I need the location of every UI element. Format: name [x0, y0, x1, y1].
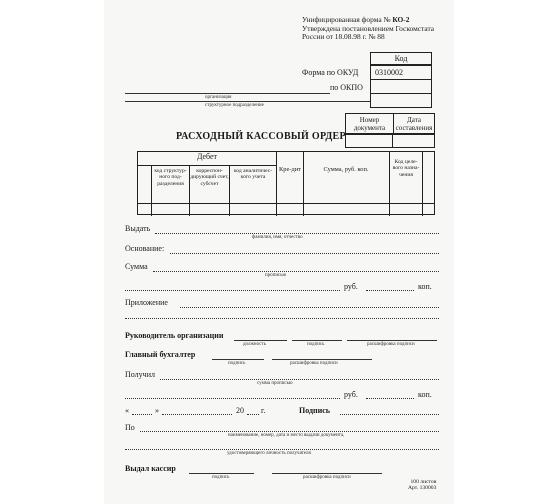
id-document-line-2[interactable]	[125, 449, 439, 450]
organization-caption: организация	[205, 95, 232, 100]
date-month-line[interactable]	[162, 414, 232, 415]
okud-code-value: 0310002	[375, 68, 403, 77]
received-kop-label: коп.	[418, 390, 432, 399]
manager-name-caption: расшифровка подписи	[367, 342, 415, 347]
doc-number-header	[345, 113, 435, 134]
doc-number-label: Номер документа	[353, 116, 386, 132]
cashier-signature-line[interactable]	[189, 473, 254, 474]
accountant-signature-line[interactable]	[212, 359, 264, 360]
attachment-line-2[interactable]	[125, 318, 439, 319]
per-document-label: По	[125, 423, 135, 432]
code-header-label: Код	[394, 54, 408, 63]
chief-accountant-label: Главный бухгалтер	[125, 350, 196, 359]
recipient-name-line[interactable]	[155, 233, 439, 234]
okud-code-cell	[370, 65, 432, 80]
unit-code-cell[interactable]	[370, 93, 432, 108]
manager-name-line[interactable]	[347, 340, 437, 341]
basis-line[interactable]	[170, 253, 439, 254]
basis-label: Основание:	[125, 244, 165, 253]
structural-unit-caption: структурное подразделение	[205, 103, 264, 108]
received-rub-label: руб.	[344, 390, 358, 399]
received-amount-line[interactable]	[160, 379, 439, 380]
accounting-table	[137, 151, 435, 215]
received-kop-line[interactable]	[366, 398, 414, 399]
organization-line[interactable]	[125, 93, 330, 94]
manager-position-caption: должность	[243, 342, 266, 347]
id-document-caption-2: удостоверяющего личность получателя	[227, 451, 311, 456]
unit-code-value-cell[interactable]	[152, 204, 189, 215]
year-suffix: г.	[261, 406, 266, 415]
analytic-code-value-cell[interactable]	[230, 204, 276, 215]
kredit-header: Кре-дит	[279, 166, 301, 173]
okud-label: Форма по ОКУД	[302, 68, 359, 77]
header-line-2: Утверждена постановлением Госкомстата	[302, 23, 435, 33]
year-line[interactable]	[247, 414, 259, 415]
debet-header: Дебет	[196, 152, 218, 161]
cashier-name-caption: расшифровка подписи	[303, 475, 351, 480]
amount-words-line-2[interactable]	[125, 290, 340, 291]
amount-value-cell[interactable]	[304, 204, 389, 215]
cashier-label: Выдал кассир	[125, 464, 176, 473]
doc-value-divider	[392, 134, 393, 148]
unit-code-header: код структур-ного под-разделения	[154, 168, 187, 187]
manager-label: Руководитель организации	[125, 331, 224, 340]
table-divider	[422, 151, 423, 216]
amount-label: Сумма	[125, 262, 148, 271]
table-divider	[138, 165, 276, 166]
cashier-name-line[interactable]	[272, 473, 382, 474]
doc-date-label: Дата составления	[395, 116, 433, 132]
amount-header: Сумма, руб. коп.	[323, 166, 369, 173]
accountant-name-caption: расшифровка подписи	[290, 361, 338, 366]
footer-sheets: 100 листов	[410, 479, 437, 485]
recipient-signature-line[interactable]	[340, 414, 439, 415]
recipient-name-caption: фамилия, имя, отчество	[252, 235, 303, 240]
id-document-line[interactable]	[140, 431, 439, 432]
manager-signature-caption: подпись	[307, 342, 325, 347]
date-open-quote: «	[125, 406, 129, 415]
footer-article: Арт. 130003	[408, 485, 437, 492]
rub-label: руб.	[344, 282, 358, 291]
document-title: РАСХОДНЫЙ КАССОВЫЙ ОРДЕР	[176, 131, 346, 142]
amount-words-line[interactable]	[153, 271, 439, 272]
code-header-cell	[370, 52, 432, 65]
purpose-code-value-cell[interactable]	[390, 204, 422, 215]
manager-signature-line[interactable]	[292, 340, 342, 341]
okpo-label: по ОКПО	[330, 83, 363, 92]
recipient-signature-label: Подпись	[299, 406, 331, 415]
form-header	[302, 16, 434, 42]
corr-account-value-cell[interactable]	[190, 204, 229, 215]
kredit-value-cell[interactable]	[277, 204, 303, 215]
header-line-3: России от 18.08.98 г. № 88	[302, 32, 385, 42]
attachment-line[interactable]	[180, 307, 439, 308]
id-document-caption: наименование, номер, дата и место выдачи документа,	[228, 433, 345, 438]
footer-info	[408, 479, 436, 492]
year-prefix: 20	[236, 406, 244, 415]
corr-account-header: корреспон-дирующий счет, субсчет	[190, 168, 229, 187]
manager-position-line[interactable]	[234, 340, 287, 341]
received-label: Получил	[125, 370, 155, 379]
received-amount-line-2[interactable]	[125, 398, 340, 399]
issue-to-label: Выдать	[125, 224, 151, 233]
purpose-code-header: Код целе-вого назна-чения	[392, 159, 420, 178]
date-close-quote: »	[155, 406, 159, 415]
date-day-line[interactable]	[132, 414, 152, 415]
attachment-label: Приложение	[125, 298, 168, 307]
amount-words-caption: прописью	[265, 273, 287, 278]
accountant-name-line[interactable]	[272, 359, 372, 360]
doc-number-value-row[interactable]	[345, 134, 435, 148]
received-amount-caption: сумма прописью	[257, 381, 293, 386]
accountant-signature-caption: подпись	[228, 361, 246, 366]
cashier-signature-caption: подпись	[212, 475, 230, 480]
okpo-code-cell[interactable]	[370, 79, 432, 94]
structural-unit-line[interactable]	[125, 101, 370, 102]
header-line-1: Унифицированная форма № КО-2	[302, 15, 410, 24]
kop-label: коп.	[418, 282, 432, 291]
analytic-code-header: код аналитичес-кого учета	[233, 168, 273, 181]
kop-value-line[interactable]	[366, 290, 414, 291]
